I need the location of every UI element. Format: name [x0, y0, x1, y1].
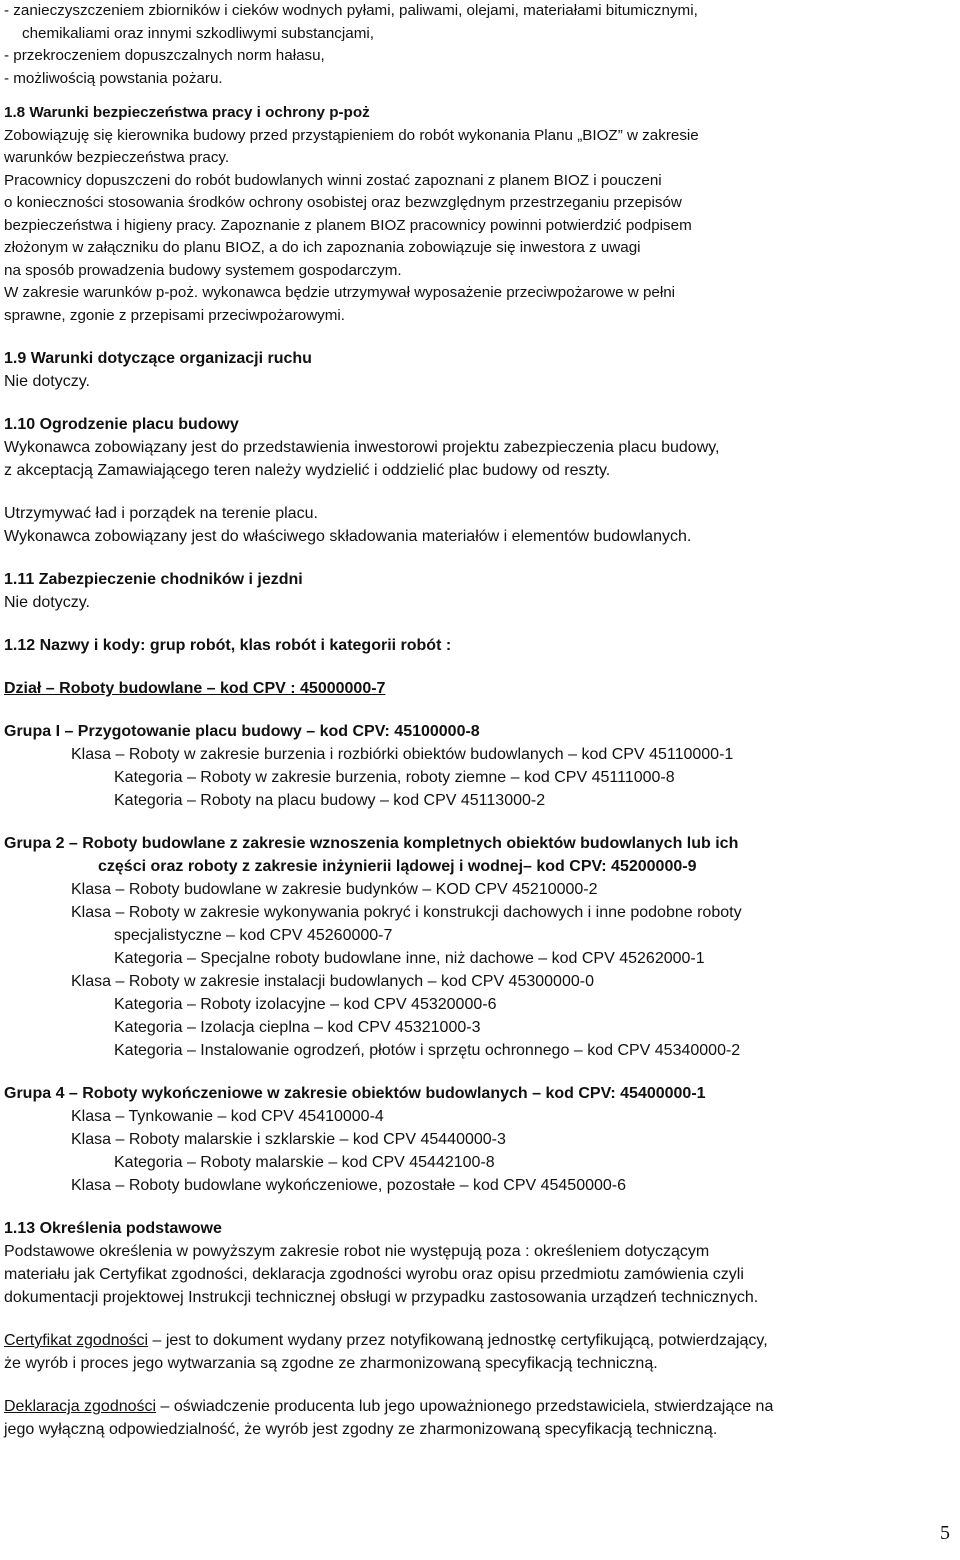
- kategoria-line: Kategoria – Roboty malarskie – kod CPV 45442100-8: [114, 1154, 495, 1171]
- section-heading-1-9: 1.9 Warunki dotyczące organizacji ruchu: [4, 350, 312, 367]
- paragraph-line: że wyrób i proces jego wytwarzania są zgodne ze zharmonizowaną specyfikacją techniczną.: [4, 1355, 658, 1372]
- grupa-2-heading: Grupa 2 – Roboty budowlane z zakresie wznoszenia kompletnych obiektów budowlanych lub ich: [4, 835, 739, 852]
- bullet-line: chemikaliami oraz innymi szkodliwymi substancjami,: [22, 24, 374, 42]
- klasa-line-cont: specjalistyczne – kod CPV 45260000-7: [114, 927, 393, 944]
- klasa-line: Klasa – Roboty w zakresie wykonywania pokryć i konstrukcji dachowych i inne podobne roboty: [71, 904, 742, 921]
- klasa-line: Klasa – Roboty budowlane wykończeniowe, pozostałe – kod CPV 45450000-6: [71, 1177, 627, 1194]
- paragraph-line: W zakresie warunków p-poż. wykonawca będzie utrzymywał wyposażenie przeciwpożarowe w pełni: [4, 284, 676, 301]
- paragraph-line: złożonym w załączniku do planu BIOZ, a do ich zapoznania zobowiązuje się inwestora z uwagi: [4, 239, 641, 256]
- paragraph-line: na sposób prowadzenia budowy systemem gospodarczym.: [4, 261, 402, 279]
- paragraph-line: Wykonawca zobowiązany jest do właściwego składowania materiałów i elementów budowlanych.: [4, 528, 692, 545]
- paragraph-line: Podstawowe określenia w powyższym zakresie robot nie występują poza : określeniem dotyczącym: [4, 1243, 710, 1260]
- grupa-2-heading-cont: części oraz roboty z zakresie inżynierii lądowej i wodnej– kod CPV: 45200000-9: [98, 858, 697, 875]
- section-heading-1-13: 1.13 Określenia podstawowe: [4, 1220, 222, 1237]
- kategoria-line: Kategoria – Roboty w zakresie burzenia, roboty ziemne – kod CPV 45111000-8: [114, 769, 675, 786]
- paragraph-line: jego wyłączną odpowiedzialność, że wyrób jest zgodny ze zharmonizowaną specyfikacją techniczną.: [4, 1421, 718, 1438]
- term-certyfikat: Certyfikat zgodności: [4, 1332, 149, 1349]
- section-heading-1-8: 1.8 Warunki bezpieczeństwa pracy i ochrony p-poż: [4, 104, 370, 121]
- bullet-line: - zanieczyszczeniem zbiorników i cieków wodnych pyłami, paliwami, olejami, materiałami bitumicznymi,: [4, 2, 698, 19]
- definition-text: – jest to dokument wydany przez notyfikowaną jednostkę certyfikującą, potwierdzający,: [148, 1332, 768, 1349]
- paragraph-line: Pracownicy dopuszczeni do robót budowlanych winni zostać zapoznani z planem BIOZ i pouczeni: [4, 171, 662, 189]
- definition-text: – oświadczenie producenta lub jego upoważnionego przedstawiciela, stwierdzające na: [156, 1398, 774, 1415]
- paragraph-line: Utrzymywać ład i porządek na terenie placu.: [4, 505, 318, 522]
- klasa-line: Klasa – Roboty w zakresie burzenia i rozbiórki obiektów budowlanych – kod CPV 45110000-1: [71, 746, 734, 763]
- section-heading-1-11: 1.11 Zabezpieczenie chodników i jezdni: [4, 571, 303, 588]
- definition-deklaracja: [4, 1395, 954, 1418]
- document-page: [4, 0, 954, 1441]
- grupa-1-heading: Grupa I – Przygotowanie placu budowy – kod CPV: 45100000-8: [4, 723, 480, 740]
- dzial-heading: Dział – Roboty budowlane – kod CPV : 45000000-7: [4, 680, 386, 697]
- definition-certyfikat: [4, 1329, 954, 1352]
- paragraph-line: bezpieczeństwa i higieny pracy. Zapoznanie z planem BIOZ pracownicy powinni potwierdzić podpisem: [4, 216, 692, 234]
- paragraph-line: Nie dotyczy.: [4, 373, 90, 390]
- paragraph-line: materiału jak Certyfikat zgodności, deklaracja zgodności wyrobu oraz opisu przedmiotu zamówienia czyli: [4, 1266, 744, 1283]
- kategoria-line: Kategoria – Roboty izolacyjne – kod CPV 45320000-6: [114, 996, 497, 1013]
- paragraph-line: warunków bezpieczeństwa pracy.: [4, 149, 230, 166]
- kategoria-line: Kategoria – Roboty na placu budowy – kod CPV 45113000-2: [114, 792, 546, 809]
- term-deklaracja: Deklaracja zgodności: [4, 1398, 157, 1415]
- paragraph-line: dokumentacji projektowej Instrukcji technicznej obsługi w przypadku zastosowania urządzeń technicznych.: [4, 1289, 759, 1306]
- klasa-line: Klasa – Roboty malarskie i szklarskie – kod CPV 45440000-3: [71, 1131, 506, 1148]
- grupa-4-heading: Grupa 4 – Roboty wykończeniowe w zakresie obiektów budowlanych – kod CPV: 45400000-1: [4, 1085, 706, 1102]
- paragraph-line: sprawne, zgonie z przepisami przeciwpożarowymi.: [4, 306, 346, 324]
- paragraph-line: Nie dotyczy.: [4, 594, 90, 611]
- paragraph-line: z akceptacją Zamawiającego teren należy wydzielić i oddzielić plac budowy od reszty.: [4, 462, 611, 479]
- paragraph-line: o konieczności stosowania środków ochrony osobistej oraz bezwzględnym przestrzeganiu przepisów: [4, 194, 682, 211]
- kategoria-line: Kategoria – Izolacja cieplna – kod CPV 45321000-3: [114, 1019, 481, 1036]
- klasa-line: Klasa – Roboty w zakresie instalacji budowlanych – kod CPV 45300000-0: [71, 973, 594, 990]
- section-heading-1-10: 1.10 Ogrodzenie placu budowy: [4, 416, 239, 433]
- klasa-line: Klasa – Tynkowanie – kod CPV 45410000-4: [71, 1108, 384, 1125]
- kategoria-line: Kategoria – Instalowanie ogrodzeń, płotów i sprzętu ochronnego – kod CPV 45340000-2: [114, 1042, 741, 1059]
- paragraph-line: Zobowiązuję się kierownika budowy przed przystąpieniem do robót wykonania Planu „BIOZ” w zakresie: [4, 126, 699, 144]
- bullet-line: - przekroczeniem dopuszczalnych norm hałasu,: [4, 47, 325, 64]
- section-heading-1-12: 1.12 Nazwy i kody: grup robót, klas robót i kategorii robót :: [4, 637, 452, 654]
- kategoria-line: Kategoria – Specjalne roboty budowlane inne, niż dachowe – kod CPV 45262000-1: [114, 950, 705, 967]
- bullet-line: - możliwością powstania pożaru.: [4, 69, 223, 87]
- klasa-line: Klasa – Roboty budowlane w zakresie budynków – KOD CPV 45210000-2: [71, 881, 598, 898]
- paragraph-line: Wykonawca zobowiązany jest do przedstawienia inwestorowi projektu zabezpieczenia placu budowy,: [4, 439, 720, 456]
- page-number: 5: [940, 1522, 950, 1544]
